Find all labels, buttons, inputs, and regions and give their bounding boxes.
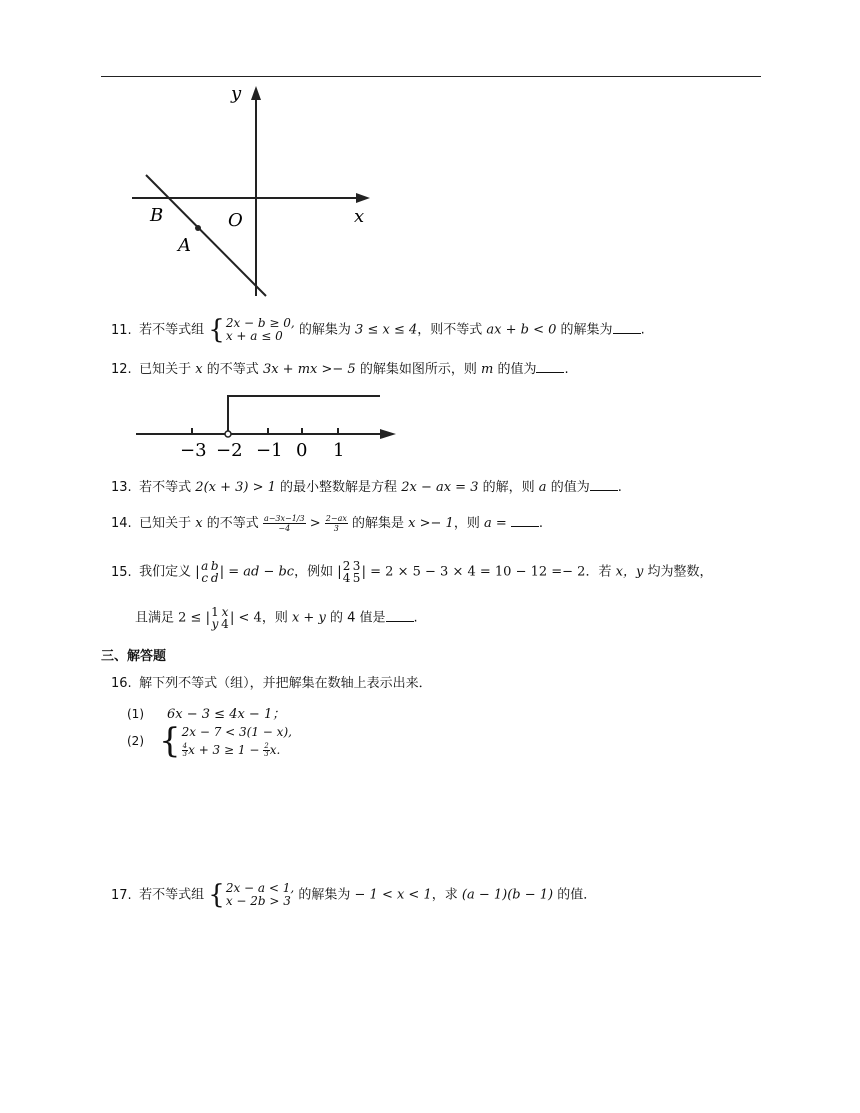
tick-label: −1 <box>256 440 283 461</box>
question-11: 11. 若不等式组 {2x − b ≥ 0, x + a ≤ 0 的解集为 3 ≤ x ≤ 4，则不等式 ax + b < 0 的解集为 . <box>111 315 645 345</box>
question-12: 12. 已知关于 x 的不等式 3x + mx >− 5 的解集如图所示，则 m 的值为 . <box>111 362 569 377</box>
question-16: 16. 解下列不等式（组），并把解集在数轴上表示出来． <box>111 676 432 691</box>
x-axis-arrow-icon <box>356 193 370 203</box>
y-label: y <box>231 83 242 104</box>
brace-icon: { <box>208 880 225 910</box>
determinant: 1 x y 4 <box>211 605 229 631</box>
section-title: 三、解答题 <box>101 649 167 664</box>
y-axis-arrow-icon <box>251 86 261 100</box>
determinant: a b c d <box>201 559 219 585</box>
point-a-label: A <box>178 235 191 256</box>
point-b-label: B <box>150 205 164 226</box>
fraction: $\frac{a-3x-1/3}{-4}$ <box>263 514 305 533</box>
question-17: 17. 若不等式组 {2x − a < 1, x − 2b > 3 的解集为 − 1 < x < 1，求 (a − 1)(b − 1) 的值． <box>111 880 597 910</box>
tick-label: −3 <box>180 440 207 461</box>
x-label: x <box>354 206 365 227</box>
question-13: 13. 若不等式 2(x + 3) > 1 的最小整数解是方程 2x − ax = 3 的解，则 a 的值为 . <box>111 480 622 495</box>
line-ab <box>146 175 266 296</box>
question-16-part-2: (2) {2x − 7 < 3(1 − x), $\frac{4}{3}$ x + 3 ≥ 1 − $\frac{2}{3}$ x. <box>127 721 292 761</box>
question-15-line-2: 且满足 2 ≤ |1 x y 4| < 4，则 x + y 的 4 值是 . <box>135 605 418 631</box>
answer-blank[interactable] <box>386 609 414 622</box>
number-line-arrow-icon <box>380 429 396 439</box>
coordinate-figure <box>120 82 380 302</box>
number-line-figure <box>134 390 404 462</box>
answer-blank[interactable] <box>613 321 641 334</box>
answer-blank[interactable] <box>511 514 539 527</box>
question-14: 14. 已知关于 x 的不等式 $\frac{a-3x-1/3}{-4}$ > $\frac{2-ax}{3}$ 的解集是 x >− 1，则 a = . <box>111 514 544 533</box>
origin-label: O <box>228 210 243 231</box>
determinant: 2 3 4 5 <box>342 559 361 585</box>
answer-blank[interactable] <box>590 478 618 491</box>
open-point <box>225 431 231 437</box>
question-16-part-1: (1) 6x − 3 ≤ 4x − 1； <box>127 707 286 722</box>
question-15: 15. 我们定义 |a b c d| = ad − bc，例如 |2 3 4 5| = 2 × 5 − 3 × 4 = 10 − 12 =− 2．若 x，y 均为整数， <box>111 559 713 585</box>
brace-icon: { <box>159 721 181 761</box>
header-rule <box>101 76 761 77</box>
answer-blank[interactable] <box>536 360 564 373</box>
tick-label: −2 <box>216 440 243 461</box>
point-a <box>195 225 201 231</box>
tick-label: 1 <box>333 440 345 461</box>
brace-icon: { <box>208 315 225 345</box>
fraction: $\frac{2-ax}{3}$ <box>325 514 347 533</box>
tick-label: 0 <box>296 440 308 461</box>
solution-set-bracket <box>228 396 380 432</box>
